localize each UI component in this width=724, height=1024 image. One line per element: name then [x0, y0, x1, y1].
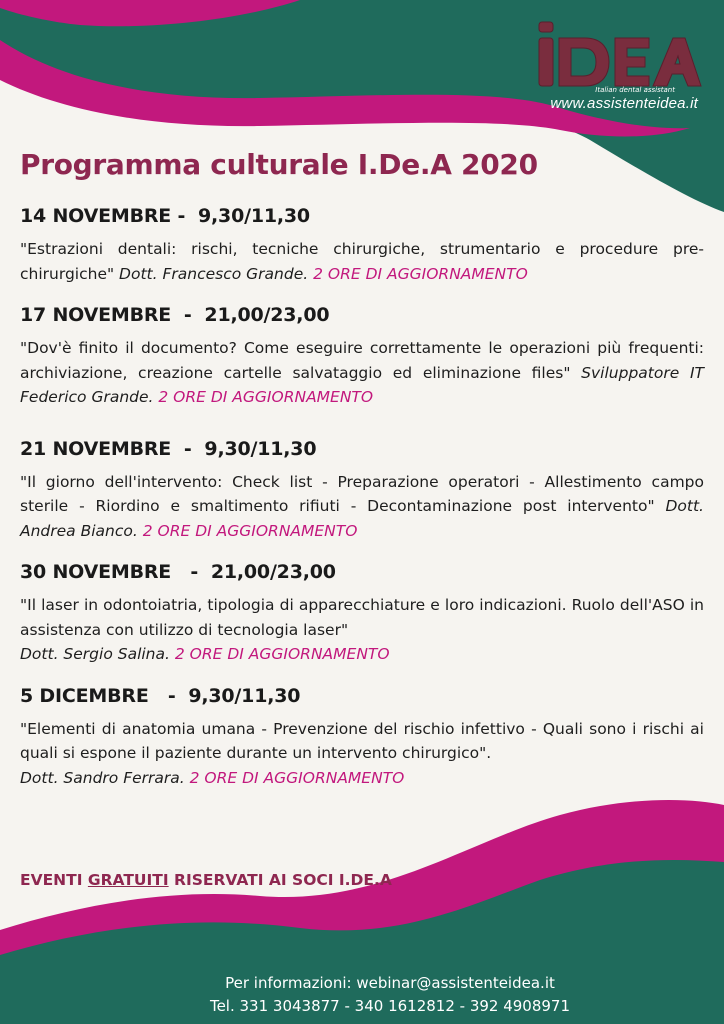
idea-logo: [533, 16, 703, 94]
event-credit: 2 ORE DI AGGIORNAMENTO: [142, 521, 358, 540]
logo-tagline: Italian dental assistant: [595, 86, 675, 94]
event-speaker: Sviluppatore IT Federico Grande.: [20, 363, 704, 406]
event-description: [20, 237, 704, 286]
footer-contacts: [120, 972, 660, 1018]
event-description: [20, 717, 704, 791]
event-item: [20, 438, 704, 544]
event-description: [20, 593, 704, 667]
event-title-text: "Elementi di anatomia umana - Prevenzione del rischio infettivo - Quali sono i rischi ai quali si espone il paziente durante un intervento chirurgico".: [20, 719, 704, 762]
event-date-time: 5 DICEMBRE - 9,30/11,30: [20, 684, 301, 707]
footer-email-line: Per informazioni: webinar@assistenteidea.it: [225, 974, 555, 992]
website-url[interactable]: www.assistenteidea.it: [550, 95, 698, 112]
event-item: [20, 205, 704, 286]
event-credit: 2 ORE DI AGGIORNAMENTO: [189, 768, 405, 787]
event-speaker: Dott. Sergio Salina.: [20, 645, 170, 663]
footer-phone-line: Tel. 331 3043877 - 340 1612812 - 392 4908971: [209, 997, 571, 1015]
events-list: [20, 205, 704, 790]
event-credit: 2 ORE DI AGGIORNAMENTO: [158, 388, 374, 406]
event-credit: 2 ORE DI AGGIORNAMENTO: [174, 645, 390, 663]
event-item: [20, 561, 704, 667]
event-date-time: 21 NOVEMBRE - 9,30/11,30: [20, 437, 317, 460]
event-title-text: "Estrazioni dentali: rischi, tecniche chirurgiche, strumentario e procedure pre-chirurgiche": [20, 240, 704, 283]
event-item: [20, 304, 704, 410]
event-description: [20, 336, 704, 410]
event-date-time: 17 NOVEMBRE - 21,00/23,00: [20, 304, 330, 326]
tagline-free-emphasis: GRATUITI: [87, 871, 169, 889]
event-title-text: "Il laser in odontoiatria, tipologia di apparecchiature e loro indicazioni. Ruolo dell'ASO in assistenza con utilizzo di tecnologia laser": [20, 596, 704, 639]
page-title: Programma culturale I.De.A 2020: [20, 148, 538, 181]
event-speaker: Dott. Andrea Bianco.: [20, 497, 704, 540]
event-date-time: 14 NOVEMBRE - 9,30/11,30: [20, 205, 310, 227]
tagline-prefix: EVENTI: [20, 871, 88, 889]
event-speaker: Dott. Sandro Ferrara.: [20, 768, 185, 787]
event-title-text: "Dov'è finito il documento? Come eseguire correttamente le operazioni più frequenti: archiviazione, creazione cartelle salvataggio ed eliminazione files": [20, 339, 704, 382]
free-events-tagline: [20, 871, 392, 889]
event-title-text: "Il giorno dell'intervento: Check list - Preparazione operatori - Allestimento campo sterile - Riordino e smaltimento rifiuti - Decontaminazione post intervento": [20, 472, 704, 515]
event-date-time: 30 NOVEMBRE - 21,00/23,00: [20, 561, 336, 583]
event-speaker: Dott. Francesco Grande.: [119, 264, 309, 283]
tagline-suffix: RISERVATI AI SOCI I.DE.A: [168, 871, 392, 889]
event-item: [20, 685, 704, 791]
event-description: [20, 470, 704, 544]
event-credit: 2 ORE DI AGGIORNAMENTO: [313, 264, 528, 283]
